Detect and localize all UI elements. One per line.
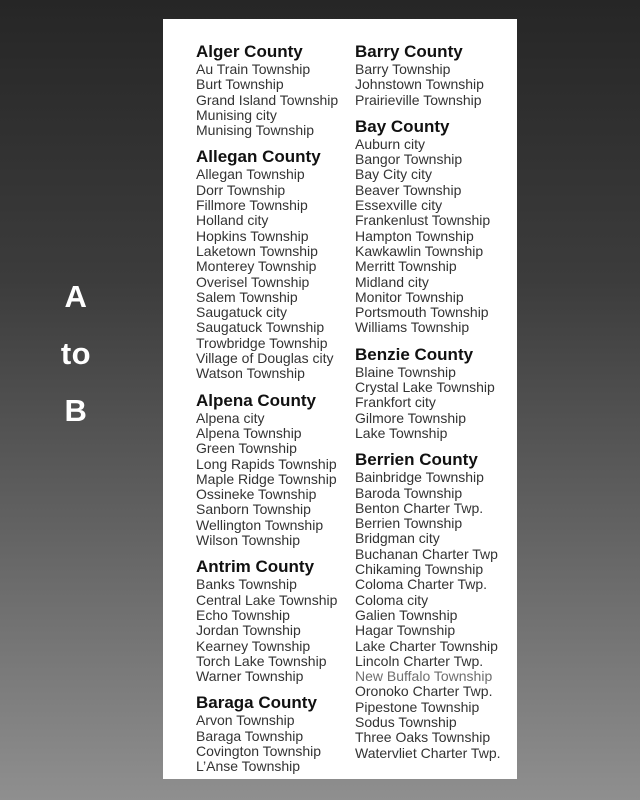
place-item: Three Oaks Township [355, 729, 491, 746]
place-item: Galien Township [355, 606, 458, 623]
place-item: Saugatuck city [196, 304, 288, 321]
place-item: Kawkawlin Township [355, 242, 484, 259]
place-item: Alpena Township [196, 424, 302, 441]
place-item: Au Train Township [196, 61, 311, 77]
place-item: Saugatuck Township [196, 319, 325, 336]
place-item: Watson Township [196, 365, 305, 382]
place-item: Bangor Township [355, 151, 463, 168]
place-item: Chikaming Township [355, 561, 484, 578]
place-item: Lake Township [355, 424, 448, 441]
place-item: Frankfort city [355, 394, 436, 411]
place-item: Village of Douglas city [196, 350, 334, 367]
place-item: Maple Ridge Township [196, 470, 337, 487]
place-item: Beaver Township [355, 181, 462, 198]
side-label-to: to [60, 336, 92, 371]
place-item: Prairieville Township [355, 91, 482, 108]
place-item: Ossineke Township [196, 486, 317, 503]
place-item: Munising city [196, 106, 277, 123]
place-item: Banks Township [196, 576, 297, 593]
county-header: Alpena County [196, 390, 316, 410]
place-item: Laketown Township [196, 242, 318, 259]
place-item: Coloma city [355, 591, 429, 608]
place-item: Lake Charter Township [355, 637, 498, 654]
county-header: Alger County [196, 42, 303, 61]
place-item: Watervliet Charter Twp. [355, 744, 501, 761]
place-item: Gilmore Township [355, 409, 467, 426]
place-item: Salem Township [196, 288, 298, 305]
county-column-2 [355, 42, 517, 779]
place-item: Portsmouth Township [355, 304, 489, 321]
place-item: Oronoko Charter Twp. [355, 683, 493, 700]
place-item: Blaine Township [355, 363, 456, 380]
place-item: Dorr Township [196, 181, 286, 198]
place-item: New Buffalo Township [355, 668, 493, 685]
place-item: Torch Lake Township [196, 652, 327, 669]
place-item: Holland city [196, 212, 269, 229]
place-item: Merritt Township [355, 258, 457, 275]
place-item: Hampton Township [355, 227, 474, 244]
place-item: Burt Township [196, 76, 284, 93]
place-item: Monterey Township [196, 258, 317, 275]
place-item: Bainbridge Township [355, 469, 484, 486]
place-item: Sodus Township [355, 713, 457, 730]
side-label-a-to-b [38, 281, 114, 426]
place-item: Warner Township [196, 668, 304, 685]
place-item: Alpena city [196, 409, 265, 426]
county-column-1 [196, 42, 355, 779]
place-item: Kearney Township [196, 637, 311, 654]
place-item: Benton Charter Twp. [355, 499, 484, 516]
place-item: Wellington Township [196, 516, 324, 533]
place-item: Central Lake Township [196, 591, 338, 608]
place-item: Pipestone Township [355, 698, 480, 715]
place-item: Barry Township [355, 61, 451, 77]
place-item: Berrien Township [355, 515, 463, 532]
place-item: Buchanan Charter Twp [355, 545, 498, 562]
county-header: Barry County [355, 42, 463, 61]
place-item: Coloma Charter Twp. [355, 576, 488, 593]
place-item: Covington Township [196, 742, 322, 759]
place-item: Lincoln Charter Twp. [355, 652, 484, 669]
place-item: L’Anse Township [196, 758, 301, 775]
side-label-a: A [64, 279, 88, 314]
county-header: Benzie County [355, 344, 474, 364]
place-item: Grand Island Township [196, 91, 339, 108]
place-item: Arvon Township [196, 712, 295, 729]
place-item: Green Township [196, 440, 297, 457]
place-item: Midland city [355, 273, 429, 290]
place-item: Essexville city [355, 197, 443, 214]
county-header: Berrien County [355, 450, 478, 470]
county-list-card [163, 19, 517, 779]
place-item: Munising Township [196, 122, 315, 139]
place-item: Williams Township [355, 319, 470, 336]
county-header: Bay County [355, 116, 450, 136]
place-item: Long Rapids Township [196, 455, 337, 472]
place-item: Johnstown Township [355, 76, 484, 93]
place-item: Frankenlust Township [355, 212, 491, 229]
county-header: Baraga County [196, 693, 317, 713]
place-item: Trowbridge Township [196, 334, 328, 351]
place-item: Bay City city [355, 166, 433, 183]
place-item: Bridgman city [355, 530, 440, 547]
place-item: Hopkins Township [196, 227, 309, 244]
place-item: Allegan Township [196, 166, 305, 183]
place-item: Hagar Township [355, 622, 456, 639]
place-item: Wilson Township [196, 532, 301, 549]
place-item: Crystal Lake Township [355, 379, 495, 396]
county-header: Allegan County [196, 147, 321, 167]
place-item: Monitor Township [355, 288, 464, 305]
place-item: Sanborn Township [196, 501, 311, 518]
place-item: Auburn city [355, 135, 426, 152]
place-item: Baroda Township [355, 484, 463, 501]
county-header: Antrim County [196, 557, 315, 577]
side-label-b: B [64, 393, 88, 428]
place-item: Fillmore Township [196, 197, 308, 214]
place-item: Baraga Township [196, 727, 304, 744]
place-item: Overisel Township [196, 273, 310, 290]
place-item: Echo Township [196, 606, 290, 623]
place-item: Jordan Township [196, 622, 301, 639]
